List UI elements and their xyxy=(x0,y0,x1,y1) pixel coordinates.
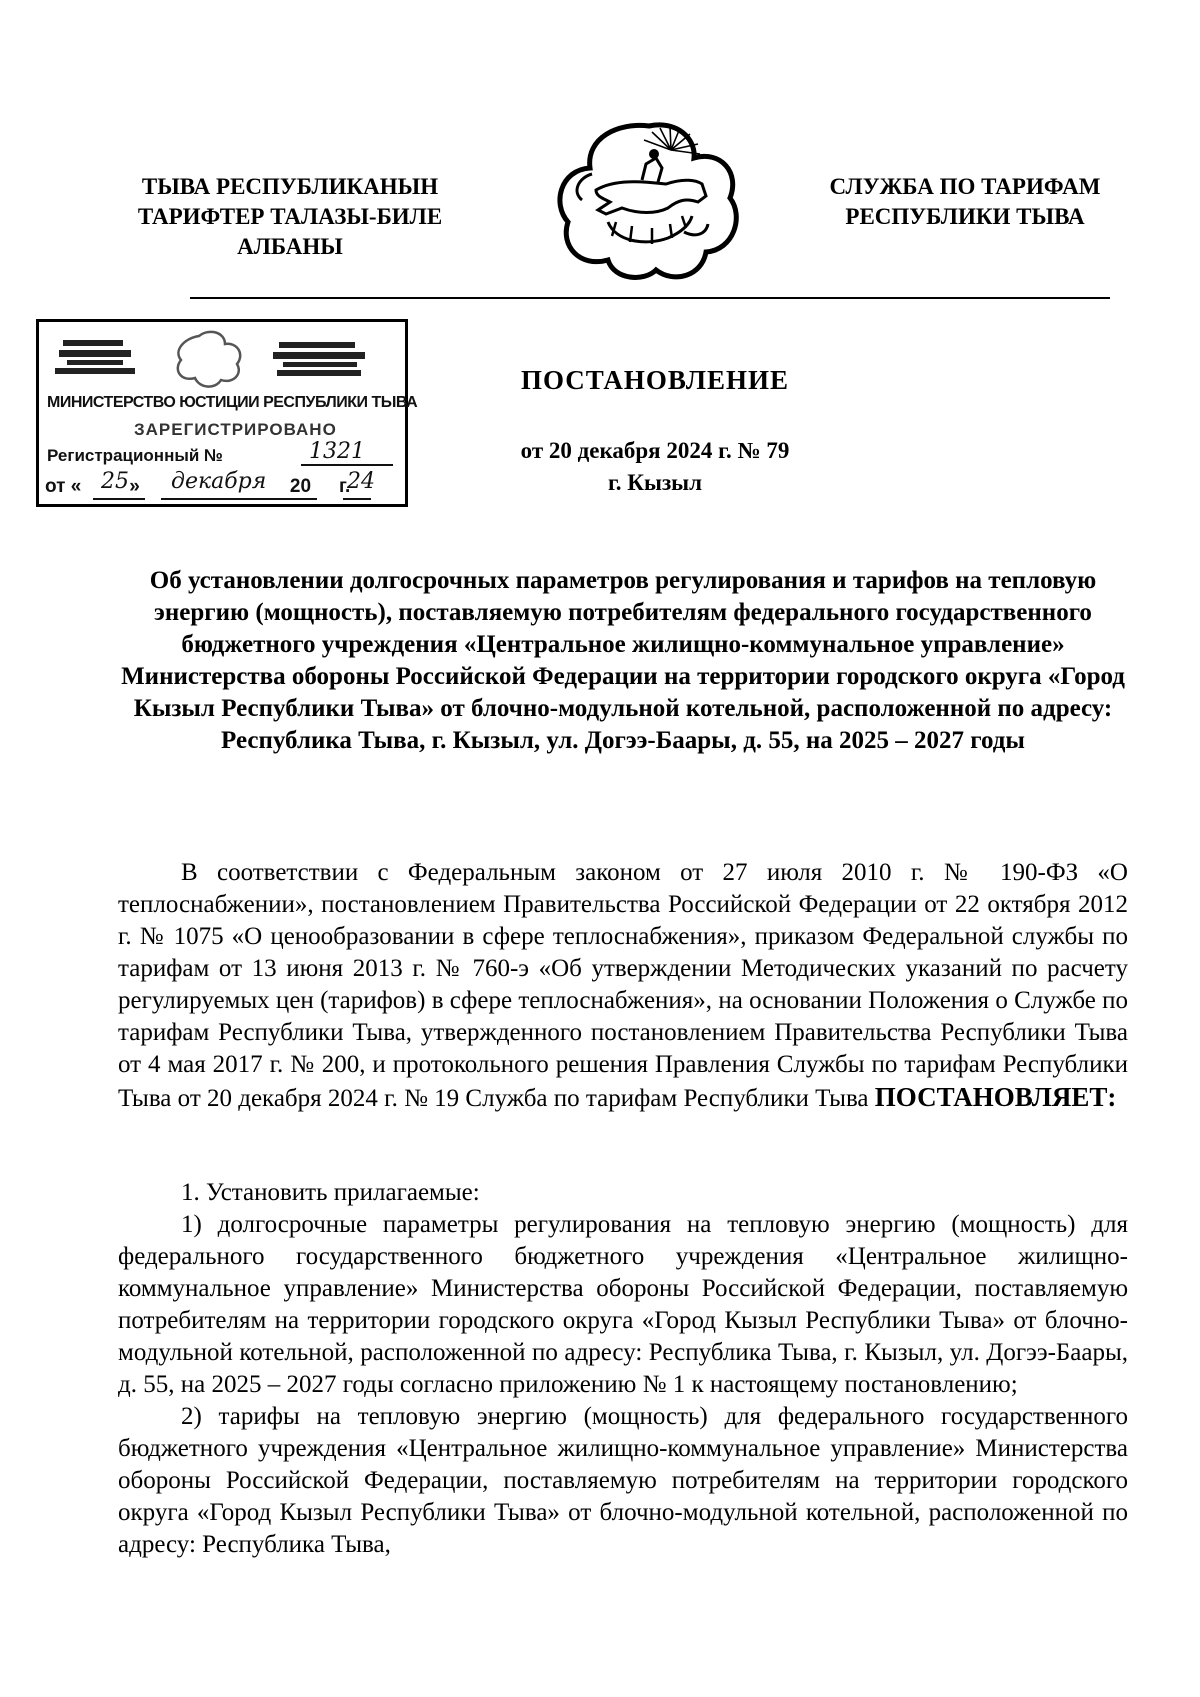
tuva-coat-of-arms-icon xyxy=(556,118,742,284)
document-heading: Об установлении долгосрочных параметров регулирования и тарифов на тепловую энергию (мощность), поставляемую потребителям федерального государственного бюджетного учреждения «Центральное жилищно-коммунальное управление» Министерства обороны Российской Федерации на территории городского округа «Город Кызыл Республики Тыва» от блочно-модульной котельной, расположенной по адресу: Республика Тыва, г. Кызыл, ул. Догээ-Баары, д. 55, на 2025 – 2027 годы xyxy=(121,567,1125,754)
stamp-emblem-icon xyxy=(49,326,389,392)
item-1: 1. Установить прилагаемые: xyxy=(181,1179,480,1206)
document-city: г. Кызыл xyxy=(607,470,703,495)
stamp-year: 24 xyxy=(347,469,375,494)
header-right-line-2: РЕСПУБЛИКИ ТЫВА xyxy=(845,204,1085,229)
stamp-status: ЗАРЕГИСТРИРОВАНО xyxy=(134,420,337,439)
stamp-day-underline xyxy=(93,498,145,500)
stamp-year-end: г. xyxy=(339,476,351,497)
header-left-title xyxy=(100,172,480,262)
header-left-line-1: ТЫВА РЕСПУБЛИКАНЫН xyxy=(141,174,439,199)
header-left-line-2: ТАРИФТЕР ТАЛАЗЫ-БИЛЕ xyxy=(137,204,443,229)
header-right-line-1: СЛУЖБА ПО ТАРИФАМ xyxy=(829,174,1101,199)
item-1-2: 2) тарифы на тепловую энергию (мощность) для федерального государственного бюджетного учреждения «Центральное жилищно-коммунальное управление» Министерства обороны Российской Федерации, поставляемую потребителям на территории городского округа «Город Кызыл Республики Тыва» от блочно-модульной котельной, расположенной по адресу: Республика Тыва, xyxy=(118,1403,1128,1558)
stamp-ministry: МИНИСТЕРСТВО ЮСТИЦИИ РЕСПУБЛИКИ ТЫВА xyxy=(47,394,418,411)
stamp-reg-number: 1321 xyxy=(309,439,365,464)
stamp-month: декабря xyxy=(171,469,267,494)
preamble-text: В соответствии с Федеральным законом от 27 июля 2010 г. № 190-ФЗ «О теплоснабжении», постановлением Правительства Российской Федерации от 22 октября 2012 г. № 1075 «О ценообразовании в сфере теплоснабжения», приказом Федеральной службы по тарифам от 13 июня 2013 г. № 760-э «Об утверждении Методических указаний по расчету регулируемых цен (тарифов) в сфере теплоснабжения», на основании Положения о Службе по тарифам Республики Тыва, утвержденного постановлением Правительства Республики Тыва от 4 мая 2017 г. № 200, и протокольного решения Правления Службы по тарифам Республики Тыва от 20 декабря 2024 г. № 19 Служба по тарифам Республики Тыва xyxy=(118,859,1128,1112)
stamp-date-prefix: от « xyxy=(45,476,82,497)
document-type: ПОСТАНОВЛЕНИЕ xyxy=(520,365,790,395)
registration-stamp xyxy=(36,319,418,507)
stamp-year-underline xyxy=(343,498,371,500)
stamp-month-underline xyxy=(161,498,317,500)
stamp-day: 25 xyxy=(101,469,129,494)
header-right-title xyxy=(795,172,1135,232)
item-1-1: 1) долгосрочные параметры регулирования на тепловую энергию (мощность) для федерального государственного бюджетного учреждения «Центральное жилищно-коммунальное управление» Министерства обороны Российской Федерации, поставляемую потребителям на территории городского округа «Город Кызыл Республики Тыва» от блочно-модульной котельной, расположенной по адресу: Республика Тыва, г. Кызыл, ул. Догээ-Баары, д. 55, на 2025 – 2027 годы согласно приложению № 1 к настоящему постановлению; xyxy=(118,1211,1128,1398)
stamp-reg-underline xyxy=(301,464,393,466)
header-divider xyxy=(190,297,1110,299)
stamp-reg-label: Регистрационный № xyxy=(47,446,223,465)
preamble-paragraph xyxy=(118,857,1128,1115)
decree-keyword: ПОСТАНОВЛЯЕТ: xyxy=(874,1082,1117,1112)
stamp-date-mid: » xyxy=(129,476,140,497)
document-date-number: от 20 декабря 2024 г. № 79 xyxy=(520,438,790,463)
stamp-year-prefix: 20 xyxy=(289,476,312,497)
header-left-line-3: АЛБАНЫ xyxy=(237,234,343,259)
